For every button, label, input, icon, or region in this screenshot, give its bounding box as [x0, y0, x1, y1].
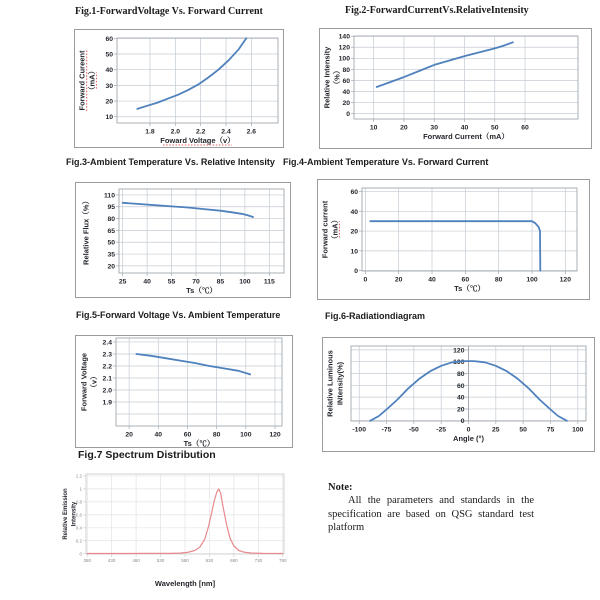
axis-text: 20 [350, 228, 358, 236]
axis-text: 1.9 [102, 399, 112, 407]
axis-text: 530 [156, 558, 165, 563]
axis-text: 2.1 [102, 375, 112, 383]
relative-flux-vs-temperature-curve [123, 203, 253, 217]
y-axis-label [86, 67, 96, 94]
axis-text: 20 [342, 99, 350, 107]
axis-text: （v） [89, 372, 99, 392]
fig1-title: Fig.1-ForwardVoltage Vs. Forward Current [75, 6, 263, 17]
fig6-chart [322, 337, 595, 452]
axis-text: 30 [105, 82, 113, 90]
axis-text: 40 [456, 394, 465, 402]
axis-text: 20 [107, 263, 115, 271]
axis-text: 75 [546, 426, 555, 434]
axis-text: Relative Intensity [322, 46, 332, 109]
axis-text: 100 [239, 278, 251, 286]
axis-text: 100 [453, 359, 465, 367]
axis-text: 120 [453, 347, 465, 355]
axis-text: 0 [346, 110, 350, 118]
fig6-title: Fig.6-Radiationdiagram [325, 311, 426, 321]
axis-text: 35 [107, 251, 115, 259]
axis-text: INtensity(%) [335, 361, 345, 406]
axis-text: 40 [154, 431, 163, 439]
x-axis-label: Angle (°) [453, 434, 484, 443]
fig5-canvas [76, 336, 294, 449]
axis-text: 60 [105, 35, 113, 43]
axis-text: 0.6 [75, 512, 82, 518]
axis-text: （mA） [87, 66, 97, 95]
note-text: All the parameters and standards in the specification are based on QSG standard test platform [328, 495, 534, 534]
y-axis-label [329, 216, 339, 243]
x-axis-label: Foward Voltage（v） [160, 136, 235, 145]
fig4-chart [317, 179, 590, 300]
x-axis-label: Ts（℃） [454, 284, 485, 293]
axis-text: 680 [230, 558, 238, 563]
x-axis-label: Ts（℃） [186, 286, 217, 295]
axis-text: 80 [494, 276, 503, 284]
axis-text: 780 [279, 558, 287, 563]
axis-text: Relative Flux（%） [81, 197, 91, 265]
y-axis-label [81, 197, 91, 265]
fig7-title: Fig.7 Spectrum Distribution [78, 449, 216, 461]
axis-text: 0.2 [75, 538, 82, 544]
axis-text: 50 [107, 239, 115, 247]
fig5-title: Fig.5-Forward Voltage Vs. Ambient Temperature [76, 310, 281, 320]
axis-text: 1.2 [75, 473, 82, 479]
axis-text: 100 [338, 55, 350, 63]
y-axis-label [335, 361, 344, 405]
axis-text: 60 [521, 124, 529, 132]
x-axis-label: Ts（℃） [183, 439, 215, 448]
axis-text: 140 [338, 33, 350, 41]
axis-text: 1.8 [145, 128, 155, 136]
fig2-chart [319, 28, 592, 149]
axis-text: 40 [350, 208, 358, 216]
axis-text: 0 [466, 426, 471, 434]
axis-text: （mA） [330, 215, 340, 244]
axis-text: 50 [490, 124, 499, 132]
y-axis-label [326, 350, 335, 417]
axis-text: Forward Cureent [77, 50, 87, 111]
y-axis-label [88, 372, 98, 391]
fig5-chart [75, 335, 293, 448]
axis-text: 1 [79, 486, 82, 492]
axis-text: 2.2 [195, 128, 206, 136]
plot-frame [354, 36, 578, 119]
axis-text: 20 [456, 406, 465, 414]
plot-frame [362, 188, 577, 271]
axis-text: 2.6 [246, 128, 257, 136]
axis-text: 40 [143, 278, 151, 286]
axis-text: 60 [342, 77, 350, 85]
axis-text: 20 [400, 124, 408, 132]
axis-text: 60 [183, 431, 192, 439]
axis-text: 70 [192, 278, 200, 286]
note-block [328, 482, 534, 535]
axis-text: 2.2 [102, 363, 112, 371]
axis-text: 85 [216, 278, 225, 286]
axis-text: 95 [107, 204, 115, 212]
axis-text: 60 [350, 189, 358, 197]
y-axis-label [321, 200, 330, 258]
fig1-chart [74, 29, 284, 148]
axis-text: 730 [254, 558, 263, 563]
current-derating-curve [370, 221, 540, 270]
axis-text: 580 [181, 558, 189, 563]
y-axis-label [71, 501, 77, 526]
axis-text: 380 [83, 558, 91, 563]
fig4-canvas [318, 180, 591, 301]
axis-text: 60 [461, 276, 470, 284]
axis-text: 120 [338, 44, 350, 52]
axis-text: -75 [381, 426, 392, 434]
axis-text: -25 [436, 426, 447, 434]
fig4-title: Fig.4-Ambient Temperature Vs. Forward Current [283, 157, 489, 167]
axis-text: 0.8 [75, 499, 82, 505]
x-axis-label: Wavelength [nm] [154, 579, 216, 588]
axis-text: 480 [132, 558, 140, 563]
axis-text: 0 [460, 418, 465, 426]
y-axis-label [78, 50, 87, 111]
x-axis-label: Forward Current（mA） [423, 132, 509, 141]
axis-text: 120 [559, 276, 572, 284]
axis-text: 40 [342, 88, 350, 96]
axis-text: 80 [456, 370, 465, 378]
axis-text: 2.0 [102, 387, 112, 395]
axis-text: 20 [125, 431, 133, 439]
fig1-canvas [75, 30, 285, 149]
axis-text: Intensity [71, 501, 78, 527]
axis-text: 0 [354, 268, 358, 276]
fig6-canvas [323, 338, 596, 453]
axis-text: 80 [342, 66, 350, 74]
forward-voltage-vs-temperature-curve [136, 354, 250, 374]
axis-text: 80 [107, 216, 115, 224]
axis-text: -50 [408, 426, 419, 434]
axis-text: 2.4 [102, 339, 112, 347]
fig3-canvas [76, 183, 292, 299]
axis-text: （%） [332, 66, 342, 89]
axis-text: 120 [269, 431, 281, 439]
axis-text: 0 [363, 276, 368, 284]
axis-text: 40 [428, 276, 436, 284]
axis-text: 25 [492, 426, 500, 434]
axis-text: 10 [105, 114, 113, 122]
fig7-chart [58, 468, 298, 592]
axis-text: 25 [118, 278, 127, 286]
axis-text: 2.4 [221, 128, 231, 136]
axis-text: 50 [519, 426, 527, 434]
fig2-canvas [320, 29, 593, 150]
axis-text: -100 [352, 426, 367, 434]
axis-text: 40 [460, 124, 469, 132]
note-label: Note: [328, 482, 353, 493]
axis-text: 65 [107, 227, 115, 235]
y-axis-label [323, 46, 332, 109]
axis-text: 60 [456, 382, 465, 390]
axis-text: Relative Luminous [325, 350, 335, 417]
fig3-chart [75, 182, 291, 298]
axis-text: 20 [394, 276, 403, 284]
axis-text: 80 [212, 431, 221, 439]
axis-text: 10 [369, 124, 378, 132]
axis-text: 2.0 [170, 128, 181, 136]
axis-text: 0.4 [75, 525, 82, 531]
forward-current-vs-voltage-curve [137, 38, 246, 109]
axis-text: 100 [572, 426, 584, 434]
axis-text: 100 [240, 431, 252, 439]
axis-text: 100 [526, 276, 538, 284]
axis-text: 0 [79, 551, 82, 557]
axis-text: 110 [104, 192, 115, 200]
axis-text: 10 [350, 248, 358, 256]
y-axis-label [63, 488, 69, 540]
axis-text: Forward Voltage [79, 352, 89, 412]
axis-text: 2.3 [102, 351, 112, 359]
axis-text: 115 [263, 278, 275, 286]
fig3-title: Fig.3-Ambient Temperature Vs. Relative Intensity [66, 157, 275, 167]
axis-text: 40 [105, 67, 113, 75]
axis-text: 50 [105, 51, 113, 59]
axis-text: Relative Emission [63, 488, 70, 540]
fig2-title: Fig.2-ForwardCurrentVs.RelativeIntensity [345, 5, 529, 16]
y-axis-label [80, 353, 89, 411]
axis-text: 430 [107, 558, 116, 563]
axis-text: 20 [105, 98, 113, 106]
axis-text: 630 [205, 558, 214, 563]
plot-frame [119, 189, 284, 273]
axis-text: 55 [167, 278, 176, 286]
fig7-canvas [58, 468, 298, 592]
plot-frame [117, 38, 278, 123]
plot-frame [116, 338, 282, 426]
axis-text: Forward current [320, 200, 330, 259]
y-axis-label [331, 67, 341, 89]
axis-text: 30 [430, 124, 438, 132]
